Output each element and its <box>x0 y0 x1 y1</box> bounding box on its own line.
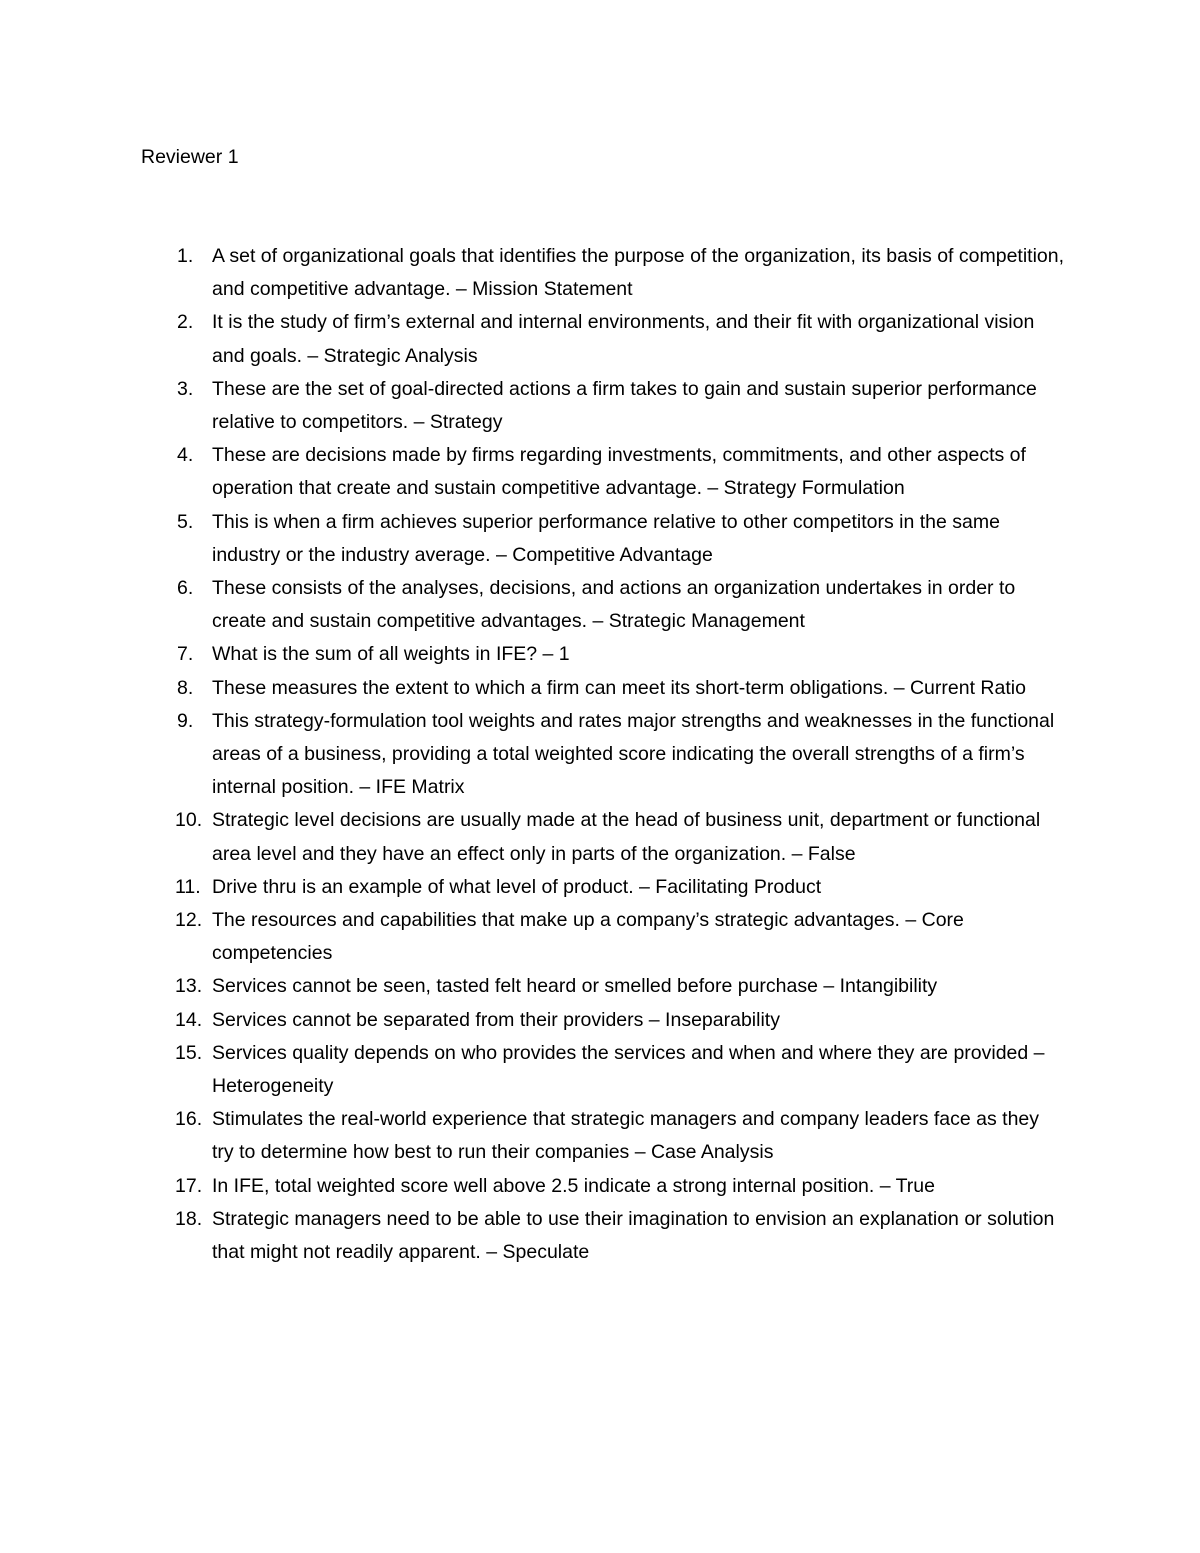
item-number: 2. <box>177 311 194 334</box>
list-item <box>141 373 1066 439</box>
item-text: Drive thru is an example of what level of product. – Facilitating Product <box>212 875 822 898</box>
item-number: 16. <box>175 1108 203 1131</box>
item-text: These are decisions made by firms regarding investments, commitments, and other aspects of operation that create and sustain competitive advantage. – Strategy Formulation <box>212 444 1026 500</box>
list-item <box>141 306 1066 372</box>
list-item <box>141 1203 1066 1269</box>
item-number: 17. <box>175 1174 203 1197</box>
item-number: 10. <box>175 809 203 832</box>
item-number: 6. <box>177 577 194 600</box>
list-item <box>141 1103 1066 1169</box>
question-list <box>141 240 1066 1269</box>
item-number: 11. <box>175 875 201 898</box>
item-number: 5. <box>177 510 194 533</box>
item-text: This is when a firm achieves superior performance relative to other competitors in the same industry or the industry average. – Competitive Advantage <box>212 510 1000 566</box>
list-item <box>141 572 1066 638</box>
item-number: 1. <box>177 245 194 267</box>
item-text: These are the set of goal-directed actions a firm takes to gain and sustain superior performance relative to competitors. – Strategy <box>212 377 1037 434</box>
item-number: 4. <box>177 444 194 467</box>
item-number: 18. <box>175 1207 203 1230</box>
item-text: A set of organizational goals that identifies the purpose of the organization, its basis of competition, and competitive advantage. – Mission Statement <box>212 245 1065 301</box>
item-number: 7. <box>177 643 194 666</box>
item-text: It is the study of firm’s external and internal environments, and their fit with organizational vision and goals. – Strategic Analysis <box>212 311 1035 367</box>
item-text: Strategic level decisions are usually made at the head of business unit, department or functional area level and they have an effect only in parts of the organization. – False <box>212 809 1041 865</box>
item-number: 8. <box>177 676 194 699</box>
list-item <box>141 970 1066 1003</box>
item-text: Services quality depends on who provides the services and when and where they are provided – Heterogeneity <box>212 1041 1045 1098</box>
item-number: 13. <box>175 975 203 998</box>
list-item <box>141 1037 1066 1103</box>
item-text: The resources and capabilities that make up a company’s strategic advantages. – Core competencies <box>212 909 964 965</box>
item-number: 14. <box>175 1008 203 1031</box>
list-item <box>141 705 1066 805</box>
item-text: Stimulates the real-world experience that strategic managers and company leaders face as they try to determine how best to run their companies – Case Analysis <box>212 1108 1040 1164</box>
item-number: 15. <box>175 1041 203 1064</box>
item-text: What is the sum of all weights in IFE? – 1 <box>212 643 570 666</box>
item-text: Services cannot be seen, tasted felt heard or smelled before purchase – Intangibility <box>212 975 938 998</box>
item-text: Strategic managers need to be able to use their imagination to envision an explanation or solution that might not readily apparent. – Speculate <box>212 1207 1055 1264</box>
item-text: This strategy-formulation tool weights and rates major strengths and weaknesses in the functional areas of a business, providing a total weighted score indicating the overall strengths of a firm’s internal position. – IFE Matrix <box>212 709 1055 799</box>
list-item <box>141 871 1066 904</box>
item-number: 3. <box>177 377 194 400</box>
item-number: 12. <box>175 909 203 932</box>
list-item <box>141 240 1066 306</box>
list-item <box>141 672 1066 705</box>
list-item <box>141 439 1066 505</box>
document-title: Reviewer 1 <box>141 146 239 168</box>
list-item <box>141 506 1066 572</box>
list-item <box>141 904 1066 970</box>
item-number: 9. <box>177 709 194 732</box>
item-text: These measures the extent to which a firm can meet its short-term obligations. – Current Ratio <box>212 676 1026 699</box>
list-item <box>141 1170 1066 1203</box>
item-text: In IFE, total weighted score well above 2.5 indicate a strong internal position. – True <box>212 1174 935 1197</box>
list-item <box>141 638 1066 671</box>
list-item <box>141 804 1066 870</box>
item-text: These consists of the analyses, decisions, and actions an organization undertakes in order to create and sustain competitive advantages. – Strategic Management <box>212 577 1016 633</box>
item-text: Services cannot be separated from their providers – Inseparability <box>212 1008 780 1031</box>
list-item <box>141 1004 1066 1037</box>
